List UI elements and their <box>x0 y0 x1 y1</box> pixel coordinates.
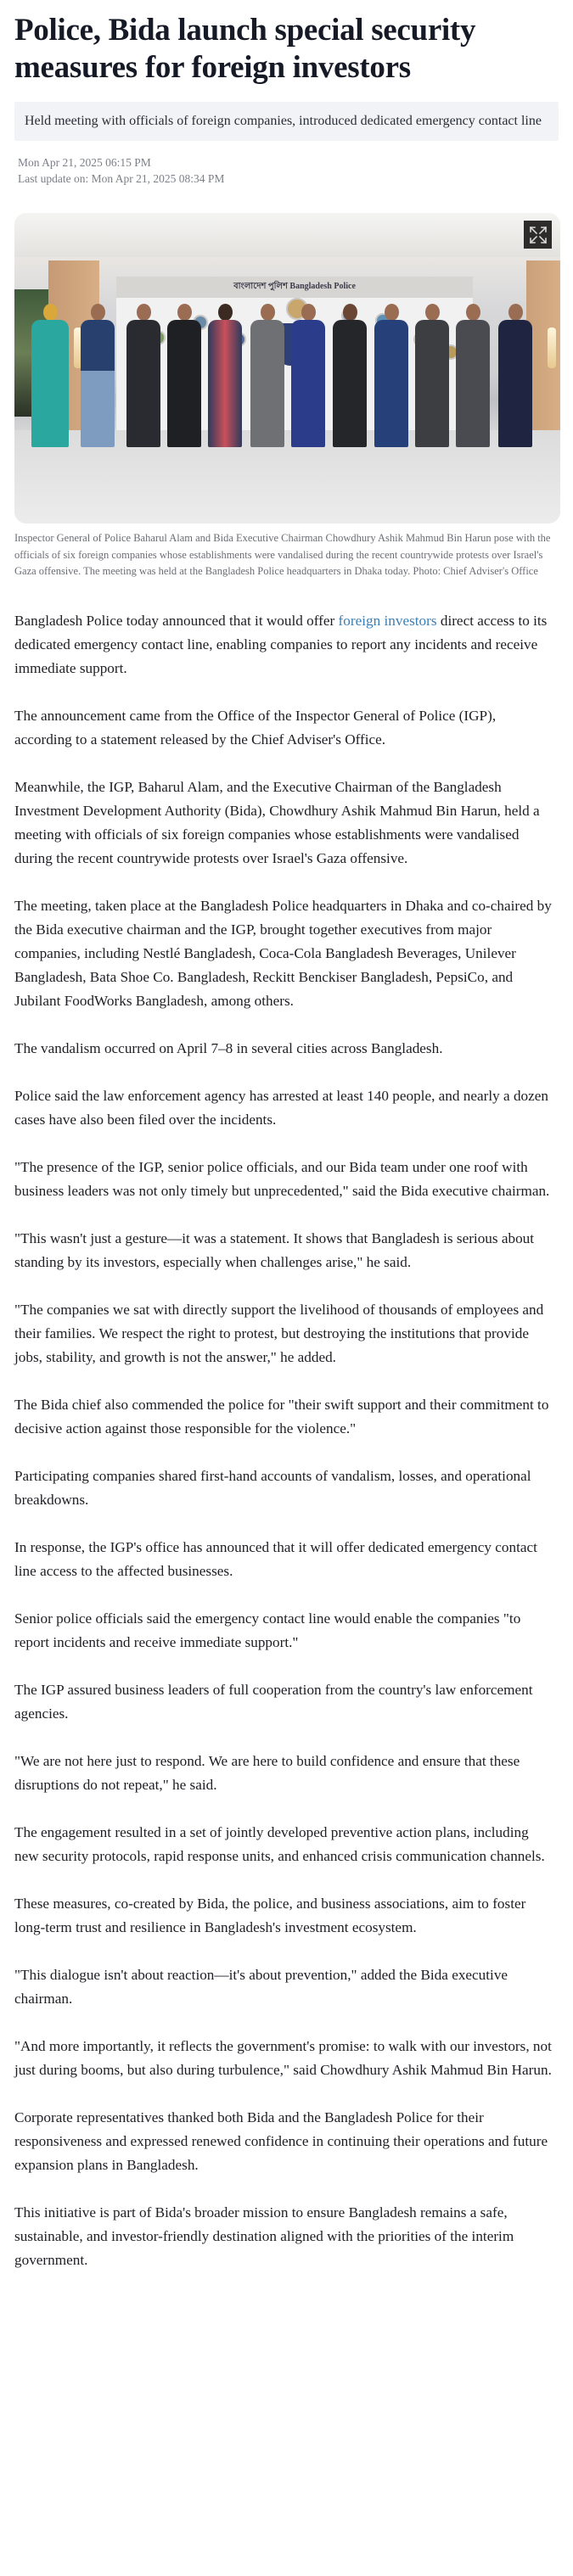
paragraph: These measures, co-created by Bida, the police, and business associations, aim to foster long-term trust and resilience in Bangladesh's investment ecosystem. <box>14 1895 526 1935</box>
person-figure <box>498 304 532 447</box>
paragraph: The announcement came from the Office of the Inspector General of Police (IGP), according to a statement released by the Chief Adviser's Office. <box>14 707 497 748</box>
person-figure <box>250 304 284 447</box>
paragraph: The IGP assured business leaders of full cooperation from the country's law enforcement agencies. <box>14 1681 533 1722</box>
article-subtitle <box>14 102 559 141</box>
person-figure <box>167 304 201 447</box>
person-figure <box>31 304 69 447</box>
lead-text: Bangladesh Police today announced that it would offer <box>14 612 339 629</box>
paragraph: Corporate representatives thanked both Bida and the Bangladesh Police for their responsiveness and expressed renewed confidence in continuing their operations and future expansion plans in Bangladesh. <box>14 2108 548 2173</box>
person-figure <box>81 304 115 447</box>
expand-photo-button[interactable] <box>524 221 552 249</box>
photo-caption: Inspector General of Police Baharul Alam and Bida Executive Chairman Chowdhury Ashik Mahmud Bin Harun pose with the officials of six foreign companies whose establishments were vandalised during the recent countrywide protests over Israel's Gaza offensive. The meeting was held at the Bangladesh Police headquarters in Dhaka today. Photo: Chief Adviser's Office <box>14 532 551 577</box>
paragraph: Participating companies shared first-hand accounts of vandalism, losses, and operational breakdowns. <box>14 1467 531 1508</box>
wall-lamp-right <box>548 328 556 368</box>
person-figure <box>415 304 449 447</box>
paragraph: "The companies we sat with directly support the livelihood of thousands of employees and their families. We respect the right to protest, but destroying the institutions that provide jobs, stability, and growth is not the answer," he added. <box>14 1301 544 1365</box>
lead-text: direct access to its dedicated emergency contact line, enabling companies to report any incidents and receive immediate support. <box>14 612 548 676</box>
person-figure <box>333 304 367 447</box>
person-figure <box>208 304 242 447</box>
paragraph: This initiative is part of Bida's broader mission to ensure Bangladesh remains a safe, sustainable, and investor-friendly destination aligned with the priorities of the interim government. <box>14 2204 514 2268</box>
person-figure <box>374 304 408 447</box>
paragraph: Senior police officials said the emergency contact line would enable the companies "to report incidents and receive immediate support." <box>14 1610 521 1650</box>
paragraph: The vandalism occurred on April 7–8 in several cities across Bangladesh. <box>14 1039 443 1056</box>
paragraph: The Bida chief also commended the police for "their swift support and their commitment to decisive action against those responsible for the violence." <box>14 1396 549 1436</box>
paragraph: "We are not here just to respond. We are here to build confidence and ensure that these disruptions do not repeat," he said. <box>14 1752 520 1793</box>
paragraph: Meanwhile, the IGP, Baharul Alam, and the Executive Chairman of the Bangladesh Investment Development Authority (Bida), Chowdhury Ashik Mahmud Bin Harun, held a meeting with officials of six foreign companies whose establishments were vandalised during the recent countrywide protests over Israel's Gaza offensive. <box>14 778 540 866</box>
paragraph: In response, the IGP's office has announced that it will offer dedicated emergency contact line access to the affected businesses. <box>14 1538 537 1579</box>
paragraph: Police said the law enforcement agency has arrested at least 140 people, and nearly a dozen cases have also been filed over the incidents. <box>14 1087 548 1128</box>
article-body <box>14 609 559 2272</box>
paragraph: "And more importantly, it reflects the government's promise: to walk with our investors, not just during booms, but also during turbulence," said Chowdhury Ashik Mahmud Bin Harun. <box>14 2037 552 2078</box>
article-photo[interactable] <box>14 213 560 524</box>
paragraph: "This wasn't just a gesture—it was a statement. It shows that Bangladesh is serious about standing by its investors, especially when challenges arise," he said. <box>14 1229 535 1270</box>
article-headline: Police, Bida launch special security measures for foreign investors <box>14 13 476 85</box>
photo-banner-text: বাংলাদেশ পুলিশ Bangladesh Police <box>233 282 356 291</box>
publish-date: Mon Apr 21, 2025 06:15 PM <box>18 156 151 169</box>
paragraph: The engagement resulted in a set of jointly developed preventive action plans, including new security protocols, rapid response units, and enhanced crisis communication channels. <box>14 1823 545 1864</box>
article-meta <box>14 154 559 187</box>
photo-ceiling <box>14 213 560 257</box>
person-figure <box>126 304 160 447</box>
lead-paragraph <box>14 609 559 680</box>
photo-banner <box>116 277 473 298</box>
subtitle-text: Held meeting with officials of foreign companies, introduced dedicated emergency contact line <box>25 114 542 128</box>
paragraph: "This dialogue isn't about reaction—it's about prevention," added the Bida executive chairman. <box>14 1966 508 2007</box>
foreign-investors-link[interactable]: foreign investors <box>338 612 437 629</box>
paragraph: The meeting, taken place at the Bangladesh Police headquarters in Dhaka and co-chaired by the Bida executive chairman and the IGP, brought together executives from major companies, including Nestlé Bangladesh, Coca-Cola Bangladesh Beverages, Unilever Bangladesh, Bata Shoe Co. Bangladesh, Reckitt Benckiser Bangladesh, PepsiCo, and Jubilant FoodWorks Bangladesh, among others. <box>14 897 552 1009</box>
expand-arrows-icon <box>528 225 548 245</box>
person-figure <box>456 304 490 447</box>
last-update-date: Last update on: Mon Apr 21, 2025 08:34 PM <box>18 172 225 185</box>
paragraph: "The presence of the IGP, senior police officials, and our Bida team under one roof with business leaders was not only timely but unprecedented," said the Bida executive chairman. <box>14 1158 550 1199</box>
person-figure <box>291 304 325 447</box>
